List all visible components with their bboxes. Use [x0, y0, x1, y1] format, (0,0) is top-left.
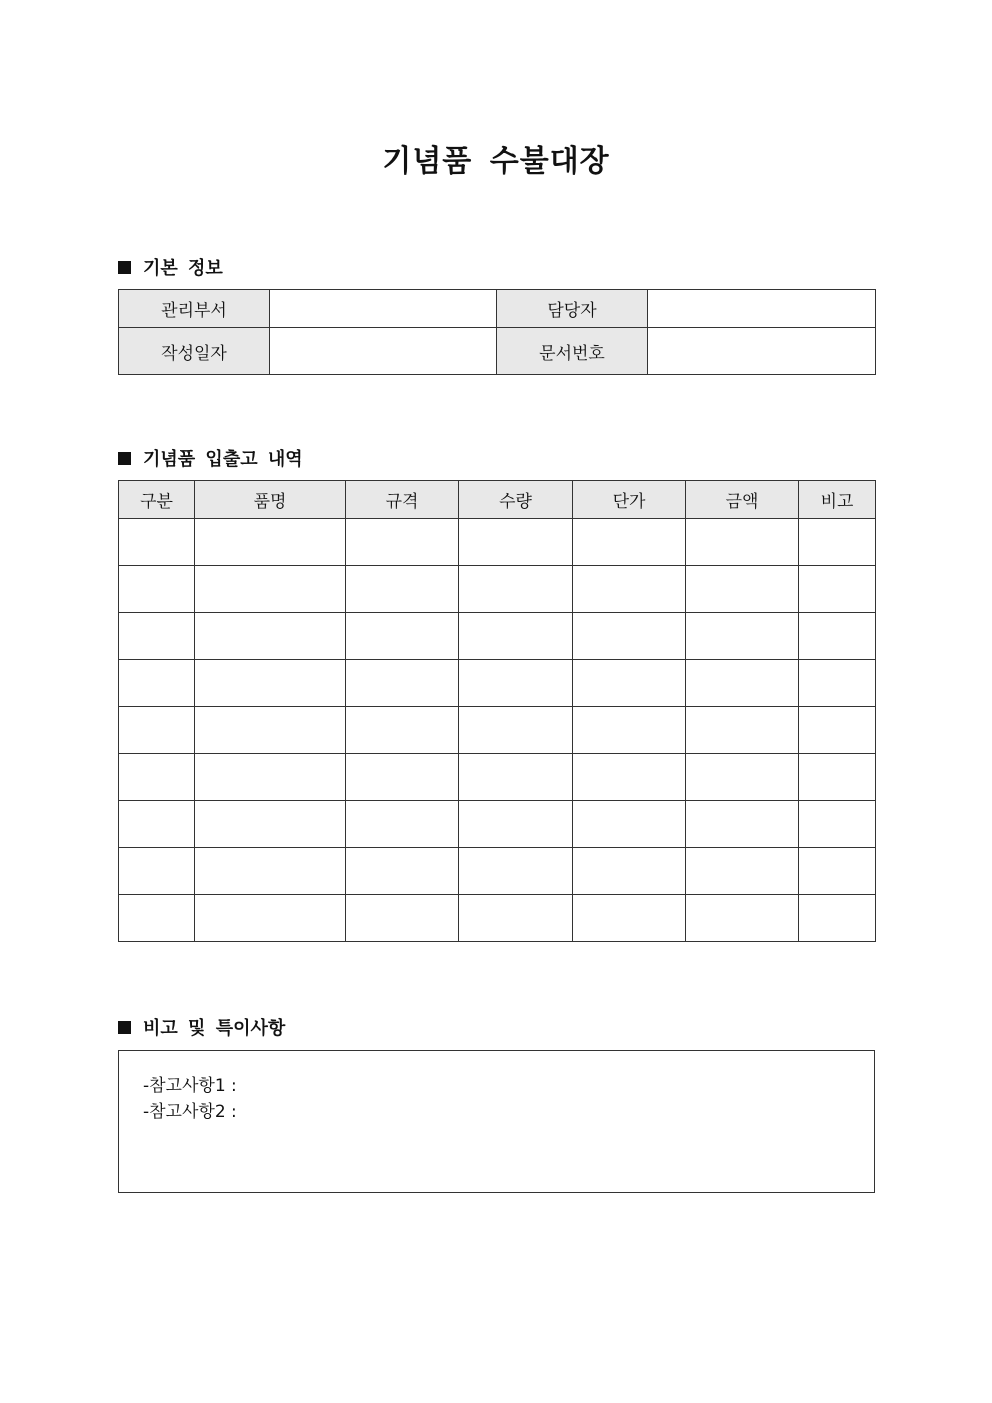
table-cell[interactable]: [195, 566, 346, 613]
table-cell[interactable]: [799, 895, 876, 942]
table-cell[interactable]: [573, 660, 686, 707]
table-cell[interactable]: [119, 754, 195, 801]
table-row: [119, 328, 876, 375]
table-row: [119, 613, 876, 660]
table-row: [119, 566, 876, 613]
table-cell[interactable]: [799, 566, 876, 613]
table-cell[interactable]: [459, 754, 573, 801]
table-cell[interactable]: [346, 848, 459, 895]
table-cell[interactable]: [686, 613, 799, 660]
table-cell[interactable]: [573, 613, 686, 660]
black-square-icon: [118, 261, 131, 274]
table-cell[interactable]: [459, 613, 573, 660]
column-header-spec: 규격: [346, 481, 459, 519]
basic-info-heading-label: 기본 정보: [143, 258, 223, 279]
table-cell[interactable]: [119, 707, 195, 754]
table-cell[interactable]: [686, 895, 799, 942]
table-row: [119, 707, 876, 754]
column-header-category: 구분: [119, 481, 195, 519]
table-cell[interactable]: [799, 801, 876, 848]
table-row: [119, 895, 876, 942]
date-field[interactable]: [270, 328, 497, 375]
table-cell[interactable]: [686, 848, 799, 895]
table-row: [119, 754, 876, 801]
table-cell[interactable]: [119, 895, 195, 942]
table-cell[interactable]: [195, 801, 346, 848]
table-cell[interactable]: [686, 801, 799, 848]
notes-heading-label: 비고 및 특이사항: [143, 1018, 286, 1039]
table-cell[interactable]: [459, 707, 573, 754]
column-header-unit-price: 단가: [573, 481, 686, 519]
table-cell[interactable]: [459, 801, 573, 848]
manager-field[interactable]: [648, 290, 876, 328]
table-cell[interactable]: [799, 707, 876, 754]
table-cell[interactable]: [573, 566, 686, 613]
table-cell[interactable]: [346, 707, 459, 754]
notes-box[interactable]: [118, 1050, 875, 1193]
basic-info-table: [118, 289, 876, 375]
table-cell[interactable]: [346, 566, 459, 613]
table-row: [119, 519, 876, 566]
table-cell[interactable]: [119, 801, 195, 848]
table-cell[interactable]: [346, 895, 459, 942]
table-cell[interactable]: [686, 566, 799, 613]
table-cell[interactable]: [573, 519, 686, 566]
note-line-2: -참고사항2 :: [143, 1102, 237, 1122]
table-cell[interactable]: [346, 754, 459, 801]
black-square-icon: [118, 452, 131, 465]
table-header-row: [119, 481, 876, 519]
date-label: 작성일자: [119, 328, 270, 375]
table-cell[interactable]: [799, 848, 876, 895]
table-cell[interactable]: [195, 754, 346, 801]
inout-table: [118, 480, 876, 942]
department-label: 관리부서: [119, 290, 270, 328]
table-cell[interactable]: [573, 801, 686, 848]
doc-number-field[interactable]: [648, 328, 876, 375]
table-cell[interactable]: [346, 801, 459, 848]
table-cell[interactable]: [346, 660, 459, 707]
table-cell[interactable]: [573, 707, 686, 754]
table-cell[interactable]: [799, 754, 876, 801]
doc-number-label: 문서번호: [497, 328, 648, 375]
column-header-quantity: 수량: [459, 481, 573, 519]
table-cell[interactable]: [119, 566, 195, 613]
document-title: 기념품 수불대장: [382, 144, 610, 179]
table-cell[interactable]: [686, 660, 799, 707]
table-cell[interactable]: [686, 754, 799, 801]
table-cell[interactable]: [346, 519, 459, 566]
table-cell[interactable]: [686, 519, 799, 566]
table-cell[interactable]: [573, 848, 686, 895]
column-header-remarks: 비고: [799, 481, 876, 519]
table-row: [119, 290, 876, 328]
inout-heading: [118, 445, 303, 471]
basic-info-heading: [118, 254, 223, 280]
table-cell[interactable]: [799, 613, 876, 660]
manager-label: 담당자: [497, 290, 648, 328]
table-cell[interactable]: [195, 519, 346, 566]
table-cell[interactable]: [119, 613, 195, 660]
table-cell[interactable]: [799, 660, 876, 707]
column-header-item-name: 품명: [195, 481, 346, 519]
notes-heading: [118, 1014, 285, 1040]
table-row: [119, 801, 876, 848]
table-cell[interactable]: [459, 660, 573, 707]
table-row: [119, 848, 876, 895]
table-cell[interactable]: [195, 895, 346, 942]
black-square-icon: [118, 1021, 131, 1034]
department-field[interactable]: [270, 290, 497, 328]
table-cell[interactable]: [459, 895, 573, 942]
table-cell[interactable]: [119, 519, 195, 566]
inout-heading-label: 기념품 입출고 내역: [143, 449, 303, 470]
table-cell[interactable]: [119, 848, 195, 895]
column-header-amount: 금액: [686, 481, 799, 519]
table-cell[interactable]: [459, 519, 573, 566]
table-cell[interactable]: [119, 660, 195, 707]
table-cell[interactable]: [573, 895, 686, 942]
table-cell[interactable]: [686, 707, 799, 754]
table-cell[interactable]: [573, 754, 686, 801]
inout-table-body: [119, 519, 876, 942]
table-cell[interactable]: [459, 566, 573, 613]
note-line-1: -참고사항1 :: [143, 1076, 237, 1096]
table-cell[interactable]: [799, 519, 876, 566]
table-row: [119, 660, 876, 707]
table-cell[interactable]: [195, 848, 346, 895]
table-cell[interactable]: [195, 707, 346, 754]
table-cell[interactable]: [195, 613, 346, 660]
table-cell[interactable]: [346, 613, 459, 660]
table-cell[interactable]: [195, 660, 346, 707]
table-cell[interactable]: [459, 848, 573, 895]
